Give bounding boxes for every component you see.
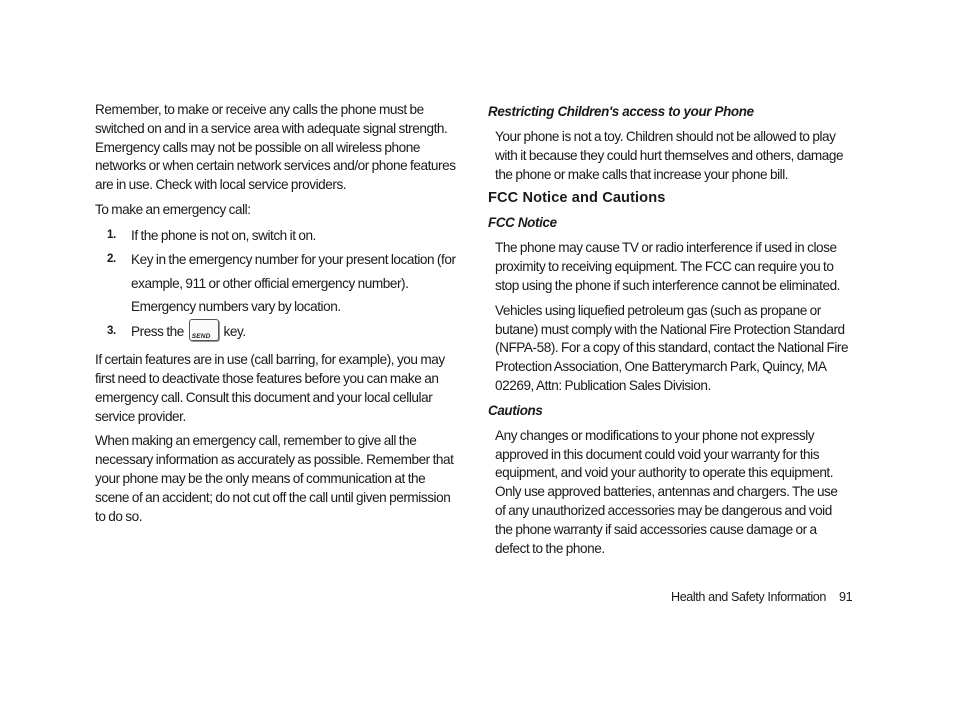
paragraph-not-a-toy: Your phone is not a toy. Children should not be allowed to play with it because they could hurt themselves and others, damage the phone or make calls that increase your phone bill.: [495, 129, 844, 182]
step-text-before: Press the: [131, 323, 184, 339]
paragraph-calls-requirement: Remember, to make or receive any calls the phone must be switched on and in a service area with adequate signal strength. Emergency calls may not be possible on all wireless phone networks or when certain network services and/or phone features are in use. Check with local service providers.: [95, 102, 456, 193]
step-number: 3.: [107, 324, 116, 337]
right-column: [488, 101, 850, 564]
paragraph-information: When making an emergency call, remember to give all the necessary information as accurately as possible. Remember that your phone may be the only means of communication at the scene of an accident; do not cut off the call until given permission to do so.: [95, 433, 454, 524]
step-text-after: key.: [223, 323, 246, 339]
list-item: [95, 320, 457, 344]
page-number: 91: [839, 590, 853, 604]
heading-fcc-notice-cautions: FCC Notice and Cautions: [488, 190, 666, 207]
footer-section-title: Health and Safety Information: [671, 590, 827, 604]
paragraph-call-barring: If certain features are in use (call barring, for example), you may first need to deactivate those features before you can make an emergency call. Consult this document and your local cellular service provider.: [95, 352, 445, 424]
step-number: 2.: [107, 253, 116, 266]
heading-cautions: Cautions: [488, 402, 543, 418]
emergency-steps-list: [95, 224, 457, 344]
left-column: [95, 101, 457, 532]
list-item: [95, 224, 457, 248]
paragraph-fcc-interference: The phone may cause TV or radio interference if used in close proximity to receiving equipment. The FCC can require you to stop using the phone if such interference cannot be eliminated.: [495, 240, 841, 293]
step-text: If the phone is not on, switch it on.: [131, 227, 316, 243]
paragraph-fcc-vehicles: Vehicles using liquefied petroleum gas (such as propane or butane) must comply with the National Fire Protection Standard (NFPA-58). For a copy of this standard, contact the National Fire Protection Association, One Batterymarch Park, Quincy, MA 02269, Attn: Publication Sales Division.: [495, 302, 849, 393]
step-text: Key in the emergency number for your present location (for example, 911 or other official emergency number). Emergency numbers vary by location.: [131, 252, 456, 315]
send-key-icon: [189, 319, 219, 341]
heading-restricting-children: Restricting Children's access to your Phone: [488, 104, 754, 119]
paragraph-emergency-intro: To make an emergency call:: [95, 201, 251, 217]
step-number: 1.: [107, 228, 116, 241]
paragraph-cautions: Any changes or modifications to your phone not expressly approved in this document could void your warranty for this equipment, and void your authority to operate this equipment. Only use approved batteries, antennas and chargers. The use of any unauthorized accessories may be dangerous and void the phone warranty if said accessories cause damage or a defect to the phone.: [495, 427, 838, 556]
heading-fcc-notice: FCC Notice: [488, 215, 557, 231]
send-key-label: SEND: [191, 333, 211, 341]
list-item: [95, 248, 457, 319]
